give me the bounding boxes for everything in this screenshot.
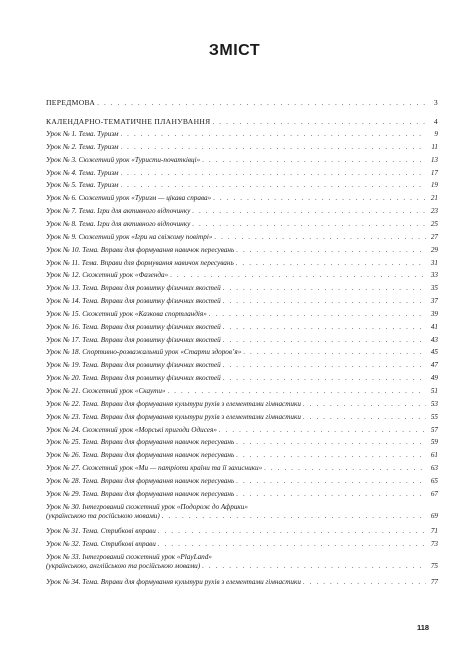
lesson-number: Урок № 29. [46, 489, 81, 498]
lesson-title: Тема. Туризм [78, 181, 119, 190]
toc-entry [46, 297, 438, 306]
page-ref: 4 [433, 117, 438, 126]
toc-entry [46, 181, 438, 190]
dot-leader [158, 527, 426, 536]
lesson-number: Урок № 26. [46, 451, 81, 460]
page-ref: 75 [430, 562, 438, 571]
toc-entry-label [46, 374, 221, 383]
dot-leader [236, 259, 426, 268]
lesson-title: Сюжетний урок «Ми — патріоти країни та її захисники» [82, 464, 263, 473]
dot-leader [303, 578, 426, 587]
lesson-number: Урок № 22. [46, 399, 81, 408]
lesson-title: Тема. Вправи для формування навичок пересувань [81, 258, 234, 267]
dot-leader [121, 169, 427, 178]
dot-leader [168, 387, 426, 396]
dot-leader [223, 297, 426, 306]
lesson-number: Урок № 33. [46, 553, 81, 562]
lesson-number: Урок № 18. [46, 348, 81, 357]
lesson-title: Тема. Вправи для розвитку фізичних якостей [82, 322, 221, 331]
page-ref: 17 [430, 168, 438, 177]
lesson-number: Урок № 8. [46, 219, 77, 228]
toc-entry [46, 490, 438, 499]
lesson-title: Тема. Вправи для розвитку фізичних якостей [82, 361, 221, 370]
lesson-title: Тема. Вправи для формування навичок пересувань [82, 476, 235, 485]
toc-entry-label [46, 207, 190, 216]
dot-leader [236, 438, 426, 447]
page-ref: 55 [430, 412, 438, 421]
dot-leader [243, 348, 426, 357]
dot-leader [236, 477, 426, 486]
toc-entry-label [46, 361, 221, 370]
toc-entry [46, 400, 438, 409]
lesson-title: Сюжетний урок «Скаути» [82, 387, 166, 395]
lesson-number: Урок № 34. [46, 577, 81, 586]
lesson-title: Сюжетний урок «Морські пригоди Одисея» [82, 425, 217, 434]
lesson-title: Сюжетний урок «Казкова спортландія» [82, 309, 207, 318]
toc-entry [46, 413, 438, 422]
lesson-title: Інтегрований сюжетний урок «PlayLand» [82, 553, 212, 562]
page-ref: 51 [430, 387, 438, 395]
toc-section [46, 117, 438, 126]
lesson-number: Урок № 25. [46, 438, 81, 447]
page-ref: 57 [430, 425, 438, 434]
toc-entry-label [46, 490, 234, 499]
lesson-number: Урок № 30. [46, 502, 81, 511]
toc-entry-label [46, 426, 217, 435]
lesson-title: Тема. Вправи для розвитку фізичних якостей [82, 335, 221, 344]
dot-leader [303, 413, 426, 422]
dot-leader [264, 464, 426, 473]
dot-leader [121, 130, 427, 139]
page-ref: 3 [433, 98, 438, 107]
page-ref: 13 [430, 155, 438, 164]
toc-entry-label [46, 438, 234, 447]
lesson-number: Урок № 6. [46, 194, 77, 203]
toc-entry [46, 578, 438, 587]
lesson-number: Урок № 5. [46, 181, 77, 190]
page-ref: 61 [430, 451, 438, 460]
lesson-title: Сюжетний урок «Туристи-початківці» [78, 155, 201, 164]
lesson-title: Тема. Вправи для формування навичок пересувань [82, 489, 235, 498]
lesson-title: Тема. Туризм [78, 130, 119, 138]
lesson-number: Урок № 32. [46, 540, 81, 549]
toc-entry-label [46, 477, 234, 486]
page-ref: 63 [430, 464, 438, 473]
toc-entry-label [46, 348, 241, 357]
lesson-title-continuation: (українською, англійською та російською мовами) [46, 562, 201, 571]
toc-entry [46, 323, 438, 332]
lesson-title: Тема. Вправи для формування культури рухів з елементами гімнастики [82, 412, 301, 421]
page-ref: 69 [430, 511, 438, 520]
dot-leader [223, 336, 426, 345]
page-ref: 27 [430, 232, 438, 241]
lesson-number: Урок № 24. [46, 425, 81, 434]
dot-leader [213, 194, 426, 203]
page-ref: 25 [430, 219, 438, 228]
lesson-number: Урок № 15. [46, 309, 81, 318]
toc-entry [46, 387, 438, 396]
dot-leader [213, 118, 426, 127]
dot-leader [158, 540, 426, 549]
toc-entry-label [46, 130, 119, 139]
toc-entry [46, 451, 438, 460]
dot-leader [209, 310, 426, 319]
lesson-number: Урок № 10. [46, 245, 81, 254]
lesson-title-continuation: (українською та російською мовами) [46, 511, 160, 520]
toc-entry-label [46, 156, 200, 165]
toc-entry [46, 259, 438, 268]
dot-leader [202, 156, 426, 165]
toc-section [46, 98, 438, 107]
lesson-title: Тема. Вправи для формування навичок пересувань [82, 438, 235, 447]
toc-entry-label [46, 297, 221, 306]
lesson-number: Урок № 4. [46, 168, 77, 177]
dot-leader [162, 512, 426, 521]
page-ref: 39 [430, 309, 438, 318]
dot-leader [236, 451, 426, 460]
lesson-number: Урок № 3. [46, 155, 77, 164]
page-title: ЗМІСТ [208, 42, 261, 59]
page-ref: 31 [430, 258, 438, 267]
lesson-title: Тема. Ігри для активного відпочинку [78, 219, 191, 228]
lesson-number: Урок № 31. [46, 527, 81, 536]
toc-entry-label [46, 233, 212, 242]
toc-entry [46, 374, 438, 383]
toc-entry-label [46, 323, 221, 332]
lesson-number: Урок № 20. [46, 374, 81, 383]
section-title: ПЕРЕДМОВА [46, 98, 96, 107]
page-ref: 45 [430, 348, 438, 357]
page-ref: 19 [430, 181, 438, 190]
lesson-title: Тема. Стрибкові вправи [82, 540, 156, 549]
lesson-number: Урок № 21. [46, 387, 81, 395]
page-ref: 49 [430, 374, 438, 383]
lesson-number: Урок № 28. [46, 476, 81, 485]
page-number: 118 [417, 623, 430, 632]
page-ref: 35 [430, 284, 438, 293]
toc-entry-label [46, 387, 166, 396]
toc-entry-label [46, 284, 221, 293]
page-ref: 65 [430, 476, 438, 485]
lesson-number: Урок № 12. [46, 271, 81, 280]
toc-entry [46, 464, 438, 473]
toc-entry-label [46, 413, 301, 422]
lesson-title: Тема. Туризм [78, 142, 119, 151]
lesson-title: Тема. Вправи для розвитку фізичних якостей [82, 297, 221, 306]
dot-leader [192, 220, 426, 229]
toc-entry-label [46, 451, 234, 460]
dot-leader [214, 233, 426, 242]
dot-leader [170, 271, 426, 280]
page-ref: 73 [430, 540, 438, 549]
page-ref: 23 [430, 207, 438, 216]
toc-entry-label [46, 181, 119, 190]
page-ref: 71 [430, 527, 438, 536]
lesson-number: Урок № 16. [46, 322, 81, 331]
toc-entry-label [46, 464, 262, 473]
toc-entry [46, 438, 438, 447]
toc-entry-label [46, 194, 211, 203]
toc-entry [46, 233, 438, 242]
toc-entry [46, 527, 438, 536]
page-ref: 59 [430, 438, 438, 447]
toc-entry [46, 271, 438, 280]
dot-leader [223, 323, 426, 332]
toc-entry [46, 143, 438, 152]
lesson-title: Спортивно-розважальний урок «Старти здоров’я» [82, 348, 242, 357]
page-ref: 41 [430, 322, 438, 331]
toc-entry [46, 130, 438, 139]
toc-entry-label [46, 271, 168, 280]
dot-leader [223, 284, 426, 293]
lesson-title: Тема. Вправи для розвитку фізичних якостей [82, 374, 221, 383]
page-ref: 37 [430, 297, 438, 306]
dot-leader [121, 143, 427, 152]
toc-entry [46, 336, 438, 345]
page-ref: 9 [434, 130, 438, 138]
page-ref: 43 [430, 335, 438, 344]
toc-entry [46, 503, 438, 521]
toc-entry [46, 553, 438, 571]
lesson-number: Урок № 1. [46, 130, 77, 138]
toc-entry-label [46, 310, 207, 319]
toc-entry [46, 540, 438, 549]
toc-entry [46, 220, 438, 229]
lesson-title: Тема. Туризм [78, 168, 119, 177]
page-ref: 47 [430, 361, 438, 370]
lesson-title: Тема. Вправи для формування культури рухів з елементами гімнастики [82, 399, 301, 408]
dot-leader [223, 374, 426, 383]
lesson-title: Тема. Вправи для формування культури рухів з елементами гімнастики [82, 577, 301, 586]
lesson-title: Тема. Вправи для формування навичок пересувань [82, 451, 235, 460]
dot-leader [192, 207, 426, 216]
toc-entry-label [46, 527, 156, 536]
page-ref: 67 [430, 489, 438, 498]
lesson-title: Тема. Вправи для розвитку фізичних якостей [82, 284, 221, 293]
lesson-title: Тема. Стрибкові вправи [82, 527, 156, 536]
page-ref: 29 [430, 245, 438, 254]
page-ref: 77 [430, 577, 438, 586]
toc-entry [46, 194, 438, 203]
lesson-title: Сюжетний урок «Ігри на свіжому повітрі» [78, 232, 213, 241]
lesson-title: Сюжетний урок «Туризм — цікава справа» [78, 194, 212, 203]
toc-entry-label [46, 540, 156, 549]
dot-leader [303, 400, 426, 409]
toc-entry-label [46, 400, 301, 409]
toc-entry-label [46, 169, 119, 178]
toc-entry-label [46, 578, 301, 587]
toc-entry [46, 477, 438, 486]
dot-leader [236, 246, 426, 255]
lesson-number: Урок № 14. [46, 297, 81, 306]
toc-entry [46, 361, 438, 370]
dot-leader [202, 562, 426, 571]
section-title: КАЛЕНДАРНО-ТЕМАТИЧНЕ ПЛАНУВАННЯ [46, 117, 211, 126]
lesson-number: Урок № 19. [46, 361, 81, 370]
lesson-number: Урок № 13. [46, 284, 81, 293]
lesson-title: Тема. Ігри для активного відпочинку [78, 207, 191, 216]
toc-entry [46, 207, 438, 216]
toc-entry [46, 156, 438, 165]
dot-leader [223, 361, 426, 370]
dot-leader [219, 426, 426, 435]
toc-entry [46, 310, 438, 319]
dot-leader [97, 99, 426, 108]
toc-entry [46, 284, 438, 293]
lesson-number: Урок № 2. [46, 142, 77, 151]
toc-entry [46, 169, 438, 178]
lesson-title: Сюжетний урок «Фазенда» [82, 271, 169, 280]
lesson-number: Урок № 23. [46, 412, 81, 421]
page-ref: 11 [431, 142, 438, 151]
page-ref: 53 [430, 399, 438, 408]
lesson-number: Урок № 9. [46, 232, 77, 241]
lesson-number: Урок № 27. [46, 464, 81, 473]
dot-leader [236, 490, 426, 499]
table-of-contents [46, 0, 438, 650]
lesson-title: Тема. Вправи для формування навичок пересувань [82, 245, 235, 254]
toc-entry-label [46, 220, 190, 229]
lesson-number: Урок № 7. [46, 207, 77, 216]
page-ref: 21 [430, 194, 438, 203]
toc-entry-label [46, 259, 234, 268]
lesson-title: Інтегрований сюжетний урок «Подорож до Африки» [82, 502, 248, 511]
toc-entry [46, 246, 438, 255]
lesson-number: Урок № 11. [46, 258, 80, 267]
toc-entry [46, 426, 438, 435]
toc-entry-label [46, 246, 234, 255]
toc-entry-label [46, 336, 221, 345]
toc-entry-label [46, 143, 119, 152]
lesson-number: Урок № 17. [46, 335, 81, 344]
page-ref: 33 [430, 271, 438, 280]
toc-entry [46, 348, 438, 357]
dot-leader [121, 181, 427, 190]
